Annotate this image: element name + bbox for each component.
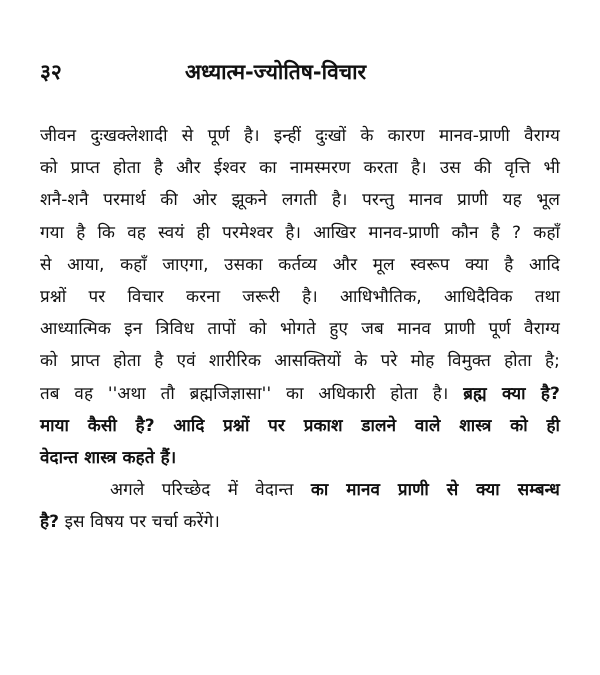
bold-phrase: ब्रह्म क्या है? bbox=[463, 383, 560, 404]
line-text: वेदान्त शास्त्र कहते हैं। bbox=[40, 447, 177, 468]
line-text: जीवन दुःखक्लेशादी से पूर्ण है। इन्हीं दुःखों के कारण मानव-प्राणी वैराग्य bbox=[40, 126, 560, 146]
text-line-bold bbox=[40, 410, 560, 442]
line-text: प्रश्नों पर विचार करना जरूरी है। आधिभौतिक, आधिदैविक तथा bbox=[40, 286, 560, 307]
text-line bbox=[40, 249, 560, 281]
line-text: इस विषय पर चर्चा करेंगे। bbox=[59, 512, 220, 533]
text-line bbox=[40, 313, 560, 345]
line-text: को प्राप्त होता है एवं शारीरिक आसक्तियों के परे मोह विमुक्त होता है; bbox=[40, 351, 560, 372]
text-line-indented bbox=[40, 474, 560, 506]
line-text: आध्यात्मिक इन त्रिविध तापों को भोगते हुए जब मानव प्राणी पूर्ण वैराग्य bbox=[40, 319, 560, 340]
text-line bbox=[40, 281, 560, 313]
line-text: माया कैसी है? आदि प्रश्नों पर प्रकाश डालने वाले शास्त्र को ही bbox=[40, 415, 560, 436]
text-line bbox=[40, 217, 560, 249]
body-paragraphs bbox=[40, 120, 560, 538]
bold-phrase: का मानव प्राणी से क्या सम्बन्ध bbox=[310, 480, 560, 501]
page-header bbox=[40, 58, 560, 92]
text-line-bold bbox=[40, 442, 560, 474]
running-title: अध्यात्म-ज्योतिष-विचार bbox=[185, 60, 367, 84]
text-line bbox=[40, 184, 560, 216]
bold-phrase: है? bbox=[40, 512, 60, 533]
line-text: अगले परिच्छेद में वेदान्त bbox=[110, 480, 311, 501]
line-text: को प्राप्त होता है और ईश्वर का नामस्मरण करता है। उस की वृत्ति भी bbox=[40, 158, 560, 179]
line-text: शनै-शनै परमार्थ की ओर झूकने लगती है। परन्तु मानव प्राणी यह भूल bbox=[40, 190, 560, 211]
line-text: तब वह ''अथा तौ ब्रह्मजिज्ञासा'' का अधिकारी होता है। bbox=[40, 383, 464, 404]
text-line bbox=[40, 506, 560, 538]
page-number: ३२ bbox=[40, 60, 62, 84]
text-line bbox=[40, 378, 560, 410]
line-text: से आया, कहाँ जाएगा, उसका कर्तव्य और मूल स्वरूप क्या है आदि bbox=[40, 254, 560, 275]
text-line bbox=[40, 345, 560, 377]
line-text: गया है कि वह स्वयं ही परमेश्वर है। आखिर मानव-प्राणी कौन है ? कहाँ bbox=[40, 222, 560, 243]
text-line bbox=[40, 152, 560, 184]
text-line bbox=[40, 120, 560, 152]
